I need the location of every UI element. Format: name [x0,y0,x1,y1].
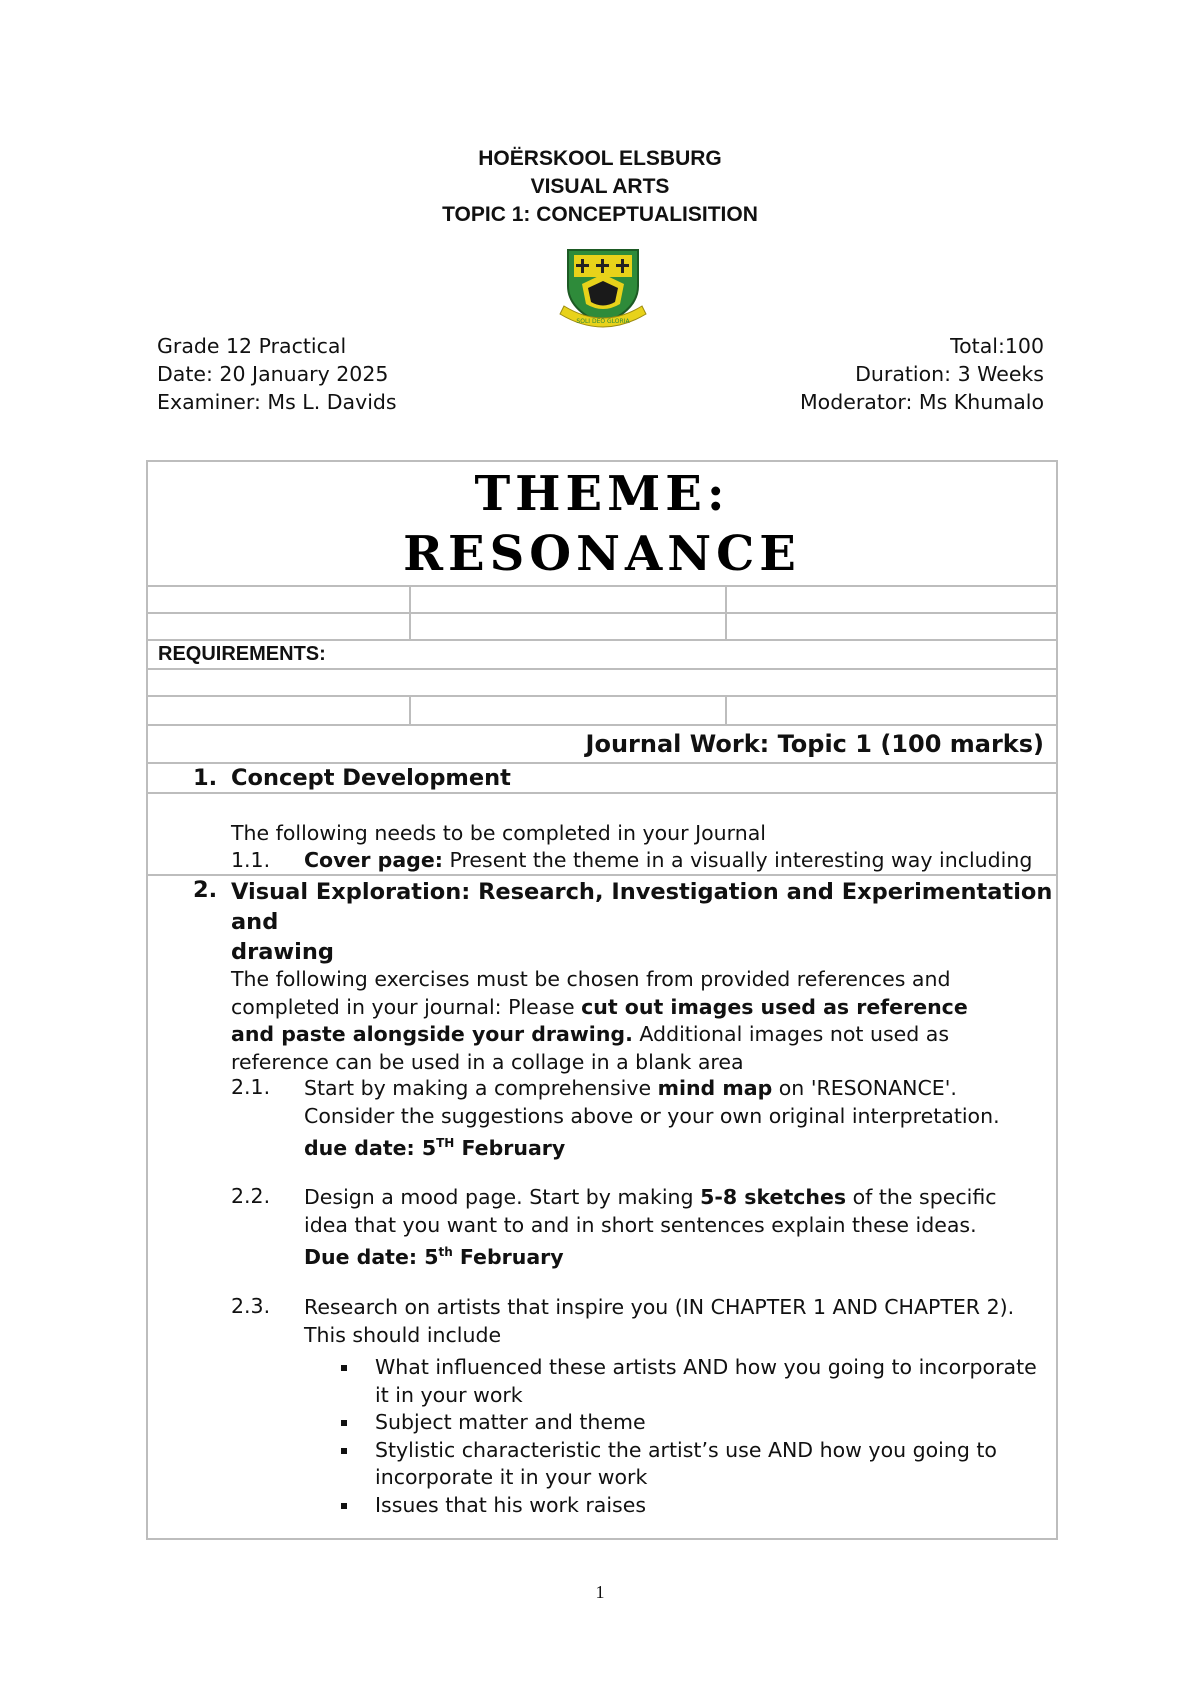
bullet-text: Subject matter and theme [375,1410,646,1434]
duration-text: Duration: 3 Weeks [855,362,1044,386]
bullet-square-icon [341,1448,347,1454]
item-2-2-due-date [304,1245,564,1269]
bullet-square-icon [341,1503,347,1509]
due-suffix: th [438,1245,453,1259]
cover-page-description: Present the theme in a visually interesting way including [442,848,1033,872]
section-1-number: 1. [193,765,218,791]
section-2-title-line-2: drawing [231,939,335,965]
column-divider [409,695,411,724]
item-2-1-number: 2.1. [231,1075,271,1099]
examiner-text: Examiner: Ms L. Davids [157,390,397,414]
item-2-2-text [304,1184,1019,1271]
artist-research-bullets [339,1354,1039,1519]
due-label: due date: 5 [304,1135,437,1160]
section-2-title [231,877,1056,967]
due-suffix: TH [436,1136,455,1150]
requirements-label: REQUIREMENTS: [158,643,326,665]
subject-name: VISUAL ARTS [530,175,670,198]
column-divider [409,585,411,639]
item-2-3-text: Research on artists that inspire you (IN CHAPTER 1 AND CHAPTER 2). This should include [304,1295,1015,1347]
date-text: Date: 20 January 2025 [157,362,389,386]
intro-bold-instruction: cut out images used as reference and paste alongside your drawing. [231,994,968,1046]
row-divider [148,762,1056,764]
row-divider [148,792,1056,794]
school-header [0,145,1200,229]
journal-work-title: Journal Work: Topic 1 (100 marks) [585,730,1044,758]
theme-title [148,462,1056,585]
list-item [339,1409,1039,1437]
due-month: February [454,1135,566,1160]
due-label: Due date: 5 [304,1244,439,1269]
school-crest-logo [556,244,650,332]
cover-page-label: Cover page: [304,848,443,872]
row-divider [148,668,1056,670]
item-2-1-lead: Start by making a comprehensive [304,1076,658,1100]
sketches-label: 5-8 sketches [700,1185,847,1209]
moderator-text: Moderator: Ms Khumalo [800,390,1044,414]
bullet-square-icon [341,1365,347,1371]
item-2-2-rest: of the specific idea that you want to and in short sentences explain these ideas. [304,1185,997,1237]
total-text: Total:100 [950,334,1044,358]
row-divider [148,639,1056,641]
crest-motto: SOLI DEO GLORIA [576,318,630,325]
item-1-1-number: 1.1. [231,848,271,872]
section-1-intro: The following needs to be completed in your Journal [231,821,766,845]
section-2-intro [231,966,1001,1076]
row-divider [148,874,1056,876]
item-2-2-lead: Design a mood page. Start by making [304,1185,701,1209]
item-2-1-rest: on 'RESONANCE'. Consider the suggestions above or your own original interpretation. [304,1076,1000,1128]
school-name: HOËRSKOOL ELSBURG [478,147,722,170]
section-2-title-line-1: Visual Exploration: Research, Investigation and Experimentation and [231,879,1053,935]
row-divider [148,724,1056,726]
bullet-text: What influenced these artists AND how you going to incorporate it in your work [375,1355,1037,1407]
theme-line-2: RESONANCE [403,526,801,582]
list-item [339,1492,1039,1520]
column-divider [725,585,727,639]
theme-line-1: THEME: [474,466,730,522]
item-2-1-due-date [304,1136,565,1160]
bullet-square-icon [341,1420,347,1426]
due-month: February [452,1244,564,1269]
page-number: 1 [595,1582,605,1602]
section-2-number: 2. [193,877,218,903]
list-item [339,1437,1039,1492]
exam-info-left [157,332,397,416]
grade-text: Grade 12 Practical [157,334,347,358]
row-divider [148,695,1056,697]
item-2-2-number: 2.2. [231,1184,271,1208]
intro-text: The following exercises must be chosen from provided references and completed in your journal: Please [231,967,951,1019]
topic-title: TOPIC 1: CONCEPTUALISITION [442,203,758,226]
column-divider [725,695,727,724]
bullet-text: Issues that his work raises [375,1492,647,1517]
row-divider [148,585,1056,587]
section-1-title: Concept Development [231,765,511,791]
item-1-1-text [304,847,1032,875]
assignment-table [146,460,1058,1540]
row-divider [148,612,1056,614]
bullet-text: Stylistic characteristic the artist’s use AND how you going to incorporate it in your work [375,1437,997,1489]
item-2-1-text [304,1075,1019,1162]
intro-text-continued: Additional images not used as reference can be used in a collage in a blank area [231,1022,950,1074]
exam-info-right [800,332,1044,416]
list-item [339,1354,1039,1409]
mind-map-label: mind map [657,1076,773,1100]
item-2-3-number: 2.3. [231,1294,271,1318]
